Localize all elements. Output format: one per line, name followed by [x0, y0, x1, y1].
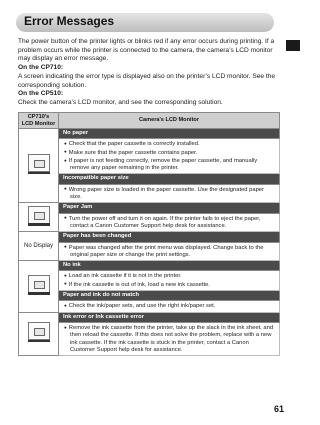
lcd-cell	[19, 261, 59, 312]
lcd-screen-icon	[28, 275, 50, 295]
lcd-cell	[19, 129, 59, 203]
cp510-text: Check the camera’s LCD monitor, and see the corresponding solution.	[18, 98, 223, 106]
error-body	[59, 213, 280, 232]
error-body-row	[19, 242, 280, 261]
error-bullet: ● Make sure that the paper cassette contains paper.	[63, 149, 275, 157]
error-bullet: ● Turn the power off and turn it on again. If the printer fails to eject the paper, contact a Canon Customer Support help desk for assistance.	[63, 215, 275, 231]
error-bullet: ● Check that the paper cassette is correctly installed.	[63, 140, 275, 148]
intro-paragraph: The power button of the printer lights or blinks red if any error occurs during printing. If a problem occurs while the printer is connected to the camera, the camera’s LCD monitor may display an error message.	[18, 38, 275, 63]
no-display-label: No Display	[19, 232, 59, 261]
error-bullet: ● Remove the ink cassette from the printer, take up the slack in the ink sheet, and then reload the cassette. If this does not solve the problem, replace with a new ink cassette. If the ink cassette is stuck in the printer, contact a Canon Customer Support help desk for assistance.	[63, 324, 275, 354]
error-bullet: ● Paper was changed after the print menu was displayed. Change back to the original paper size or change the print settings.	[63, 244, 275, 260]
error-body-row	[19, 301, 280, 312]
error-title-row	[19, 261, 280, 271]
error-title-row	[19, 174, 280, 184]
error-title-row	[19, 129, 280, 139]
error-body-row	[19, 213, 280, 232]
error-body	[59, 242, 280, 261]
lcd-screen-icon	[28, 154, 50, 174]
section-title-bar	[16, 13, 274, 32]
error-body-row	[19, 139, 280, 174]
error-bullet: ● Wrong paper size is loaded in the paper cassette. Use the designated paper size.	[63, 186, 275, 202]
error-body	[59, 322, 280, 355]
error-body	[59, 139, 280, 174]
error-body-row	[19, 322, 280, 355]
cp710-heading: On the CP710:	[18, 64, 64, 72]
error-title-row	[19, 291, 280, 301]
error-title: Incompatible paper size	[59, 174, 280, 184]
error-title-row	[19, 203, 280, 213]
error-title-row	[19, 232, 280, 242]
lcd-cell	[19, 312, 59, 355]
lcd-screen-icon	[28, 322, 50, 342]
error-title: No paper	[59, 129, 280, 139]
error-body	[59, 301, 280, 312]
error-title-row	[19, 312, 280, 322]
error-body	[59, 271, 280, 291]
error-body-row	[19, 184, 280, 203]
error-title: Paper has been changed	[59, 232, 280, 242]
chapter-tab-marker	[286, 40, 300, 51]
error-bullet: ● If paper is not feeding correctly, remove the paper cassette, and manually remove any paper remaining in the printer.	[63, 157, 275, 173]
page-title: Error Messages	[24, 14, 115, 28]
lcd-cell	[19, 203, 59, 232]
error-title: Ink error or Ink cassette error	[59, 312, 280, 322]
table-header-row	[19, 113, 280, 129]
error-title: Paper Jam	[59, 203, 280, 213]
error-title: Paper and ink do not match	[59, 291, 280, 301]
error-bullet: ● Check the ink/paper sets, and use the right ink/paper set.	[63, 302, 275, 310]
error-title: No ink	[59, 261, 280, 271]
error-bullet: ● If the ink cassette is out of ink, load a new ink cassette.	[63, 281, 275, 289]
cp710-text: A screen indicating the error type is displayed also on the printer’s LCD monitor. See the corresponding solution.	[18, 72, 276, 89]
intro-text	[18, 38, 280, 108]
error-body	[59, 184, 280, 203]
lcd-screen-icon	[28, 206, 50, 226]
error-table	[18, 112, 280, 356]
error-body-row	[19, 271, 280, 291]
error-bullet: ● Load an ink cassette if it is not in the printer.	[63, 272, 275, 280]
col-header-camera: Camera's LCD Monitor	[59, 113, 280, 129]
cp510-heading: On the CP510:	[18, 90, 64, 98]
col-header-lcd: CP710's LCD Monitor	[19, 113, 59, 129]
page-number: 61	[273, 404, 284, 414]
